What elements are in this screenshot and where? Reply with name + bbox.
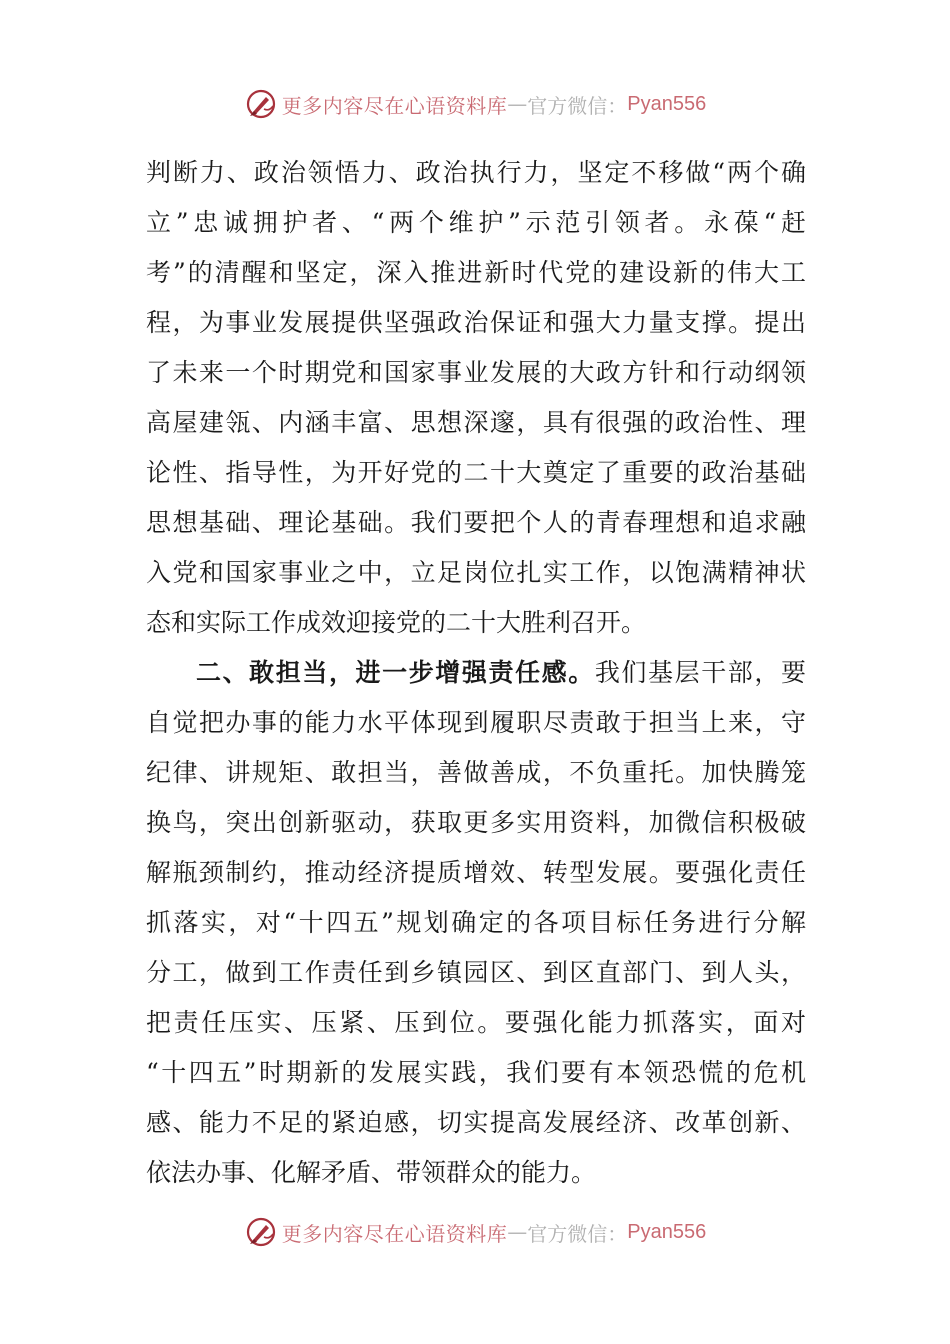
text-line: 解瓶颈制约，推动经济提质增效、转型发展。要强化责任 [146,858,806,887]
text-line: 分工，做到工作责任到乡镇园区、到区直部门、到人头， [146,958,806,987]
text-run: 我们基层干部，要 [594,658,806,687]
watermark-separator: — [507,1220,528,1244]
text-line: 思想基础、理论基础。我们要把个人的青春理想和追求融 [146,508,806,537]
text-line: 论性、指导性，为开好党的二十大奠定了重要的政治基础 [146,458,806,487]
text-line: 入党和国家事业之中，立足岗位扎实工作，以饱满精神状 [146,558,806,587]
text-line: 自觉把办事的能力水平体现到履职尽责敢于担当上来，守 [146,708,806,737]
text-line: 态和实际工作成效迎接党的二十大胜利召开。 [146,608,647,637]
paragraph-1 [146,148,806,648]
text-line: 判断力、政治领悟力、政治执行力，坚定不移做“两个确 [146,158,806,187]
text-line: 高屋建瓴、内涵丰富、思想深邃，具有很强的政治性、理 [146,408,806,437]
header-watermark [0,84,950,124]
text-line: 立”忠诚拥护者、“两个维护”示范引领者。永葆“赶 [146,208,806,237]
watermark-site-text: 更多内容尽在心语资料库 [281,1221,508,1246]
text-line: 考”的清醒和坚定，深入推进新时代党的建设新的伟大工 [146,258,806,287]
text-line: 程，为事业发展提供坚强政治保证和强大力量支撑。提出 [146,308,806,337]
footer-watermark [0,1212,950,1252]
document-body [146,148,806,1198]
text-line-first [146,648,806,698]
text-line: 把责任压实、压紧、压到位。要强化能力抓落实，面对 [146,1008,806,1037]
text-line: 感、能力不足的紧迫感，切实提高发展经济、改革创新、 [146,1108,806,1137]
watermark-wechat-label: 官方微信： [527,93,628,118]
text-line: 抓落实，对“十四五”规划确定的各项目标任务进行分解 [146,908,806,937]
paragraph-2 [146,648,806,1198]
pen-logo-icon [244,87,278,121]
section-heading: 二、敢担当，进一步增强责任感。 [196,658,595,687]
text-line: 纪律、讲规矩、敢担当，善做善成，不负重托。加快腾笼 [146,758,806,787]
text-line: 了未来一个时期党和国家事业发展的大政方针和行动纲领 [146,358,806,387]
watermark-separator: — [507,92,528,116]
text-line: “十四五”时期新的发展实践，我们要有本领恐慌的危机 [146,1058,806,1087]
watermark-wechat-label: 官方微信： [527,1221,628,1246]
watermark-site-text: 更多内容尽在心语资料库 [281,93,508,118]
text-line: 依法办事、化解矛盾、带领群众的能力。 [146,1158,597,1187]
watermark-wechat-id: Pyan556 [627,1220,707,1243]
watermark-wechat-id: Pyan556 [627,92,707,115]
pen-logo-icon [244,1215,278,1249]
text-line: 换鸟，突出创新驱动，获取更多实用资料，加微信积极破 [146,808,806,837]
